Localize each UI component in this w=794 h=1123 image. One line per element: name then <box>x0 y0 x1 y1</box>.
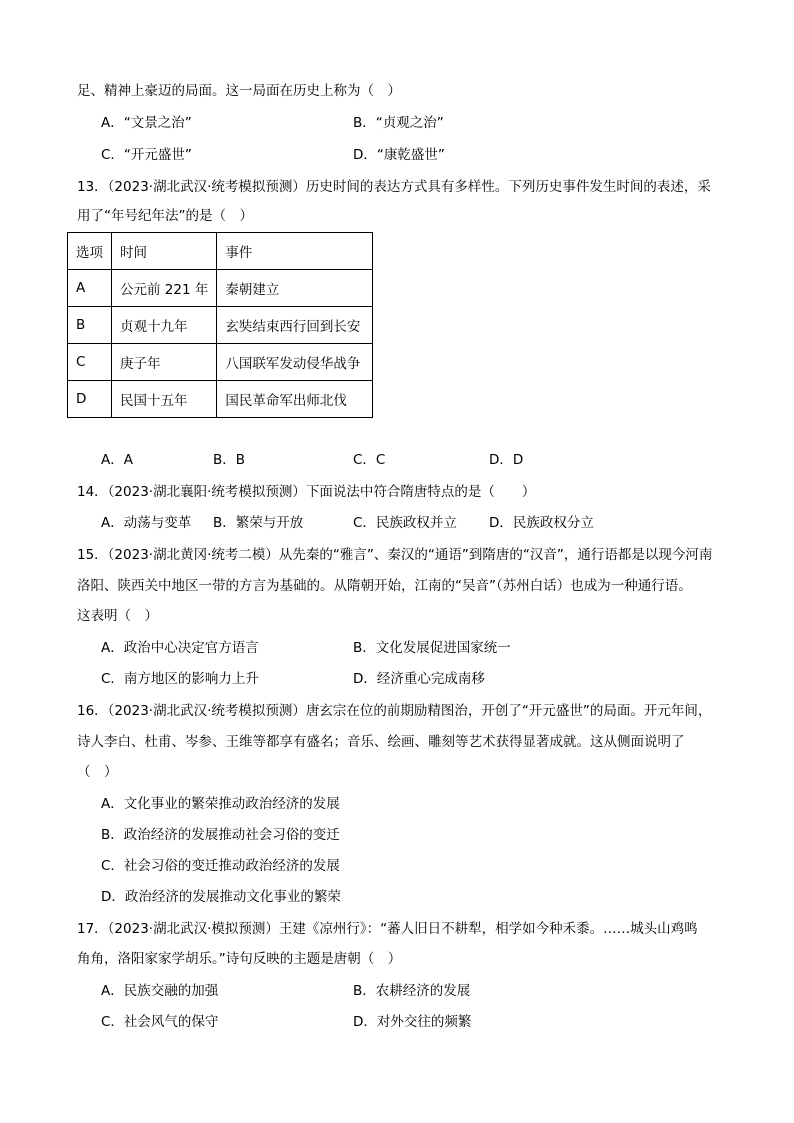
q13-option-b: B．B <box>213 452 246 468</box>
q12-option-d: D．“康乾盛世” <box>353 147 445 163</box>
table-cell: D <box>68 381 112 418</box>
q17-stem-line1: 17．（2023·湖北武汉·模拟预测）王建《凉州行》：“蕃人旧日不耕犁，相学如今种禾黍。……城头山鸡鸣 <box>77 921 698 937</box>
q13-option-d: D．D <box>489 452 524 468</box>
table-row <box>68 381 373 418</box>
q16-stem-line3: （ ） <box>77 764 118 780</box>
q14-option-c: C．民族政权并立 <box>353 515 457 531</box>
q17-option-c: C．社会风气的保守 <box>101 1014 219 1030</box>
table-cell: 玄奘结束西行回到长安 <box>217 307 373 344</box>
q13-option-a: A．A <box>101 452 133 468</box>
table-cell: B <box>68 307 112 344</box>
q16-option-c: C．社会习俗的变迁推动政治经济的发展 <box>101 858 340 874</box>
table-cell: 国民革命军出师北伐 <box>217 381 373 418</box>
q15-option-b: B．文化发展促进国家统一 <box>353 640 511 656</box>
table-row <box>68 270 373 307</box>
q16-stem-line2: 诗人李白、杜甫、岑参、王维等都享有盛名；音乐、绘画、雕刻等艺术获得显著成就。这从侧面说明了 <box>77 734 685 750</box>
q15-stem-line1: 15．（2023·湖北黄冈·统考二模）从先秦的“雅言”、秦汉的“通语”到隋唐的“汉音”，通行语都是以现今河南 <box>77 547 713 563</box>
q16-stem-line1: 16．（2023·湖北武汉·统考模拟预测）唐玄宗在位的前期励精图治，开创了“开元盛世”的局面。开元年间， <box>77 703 712 719</box>
table-cell: 八国联军发动侵华战争 <box>217 344 373 381</box>
q17-option-a: A．民族交融的加强 <box>101 983 219 999</box>
q14-stem: 14．（2023·湖北襄阳·统考模拟预测）下面说法中符合隋唐特点的是（ ） <box>77 484 536 500</box>
q12-stem-tail: 足、精神上豪迈的局面。这一局面在历史上称为（ ） <box>77 83 401 99</box>
q13-table <box>67 232 373 418</box>
q13-stem-line2: 用了“年号纪年法”的是（ ） <box>77 208 253 224</box>
table-cell: 贞观十九年 <box>112 307 217 344</box>
table-header-row <box>68 233 373 270</box>
q15-option-a: A．政治中心决定官方语言 <box>101 640 259 656</box>
q14-option-a: A．动荡与变革 <box>101 515 192 531</box>
table-cell: 秦朝建立 <box>217 270 373 307</box>
table-row <box>68 307 373 344</box>
table-cell: 公元前 221 年 <box>112 270 217 307</box>
q13-stem-line1: 13．（2023·湖北武汉·统考模拟预测）历史时间的表达方式具有多样性。下列历史事件发生时间的表述，采 <box>77 179 711 195</box>
table-row <box>68 344 373 381</box>
q14-option-b: B．繁荣与开放 <box>213 515 304 531</box>
table-cell: 庚子年 <box>112 344 217 381</box>
q16-option-b: B．政治经济的发展推动社会习俗的变迁 <box>101 827 340 843</box>
q17-stem-line2: 角角，洛阳家家学胡乐。”诗句反映的主题是唐朝（ ） <box>77 951 402 967</box>
q16-option-a: A．文化事业的繁荣推动政治经济的发展 <box>101 796 340 812</box>
q15-stem-line3: 这表明（ ） <box>77 608 158 624</box>
q16-option-d: D．政治经济的发展推动文化事业的繁荣 <box>101 889 341 905</box>
q15-stem-line2: 洛阳、陕西关中地区一带的方言为基础的。从隋朝开始，江南的“吴音”（苏州白话）也成为一种通行语。 <box>77 578 692 594</box>
q17-option-b: B．农耕经济的发展 <box>353 983 471 999</box>
table-cell: C <box>68 344 112 381</box>
table-header-cell: 事件 <box>217 233 373 270</box>
table-header-cell: 时间 <box>112 233 217 270</box>
q13-option-c: C．C <box>353 452 386 468</box>
q12-option-a: A．“文景之治” <box>101 115 192 131</box>
table-cell: 民国十五年 <box>112 381 217 418</box>
q12-option-c: C．“开元盛世” <box>101 147 192 163</box>
q17-option-d: D．对外交往的频繁 <box>353 1014 472 1030</box>
q12-option-b: B．“贞观之治” <box>353 115 444 131</box>
q15-option-c: C．南方地区的影响力上升 <box>101 671 259 687</box>
table-header-cell: 选项 <box>68 233 112 270</box>
q14-option-d: D．民族政权分立 <box>489 515 594 531</box>
table-cell: A <box>68 270 112 307</box>
q15-option-d: D．经济重心完成南移 <box>353 671 485 687</box>
